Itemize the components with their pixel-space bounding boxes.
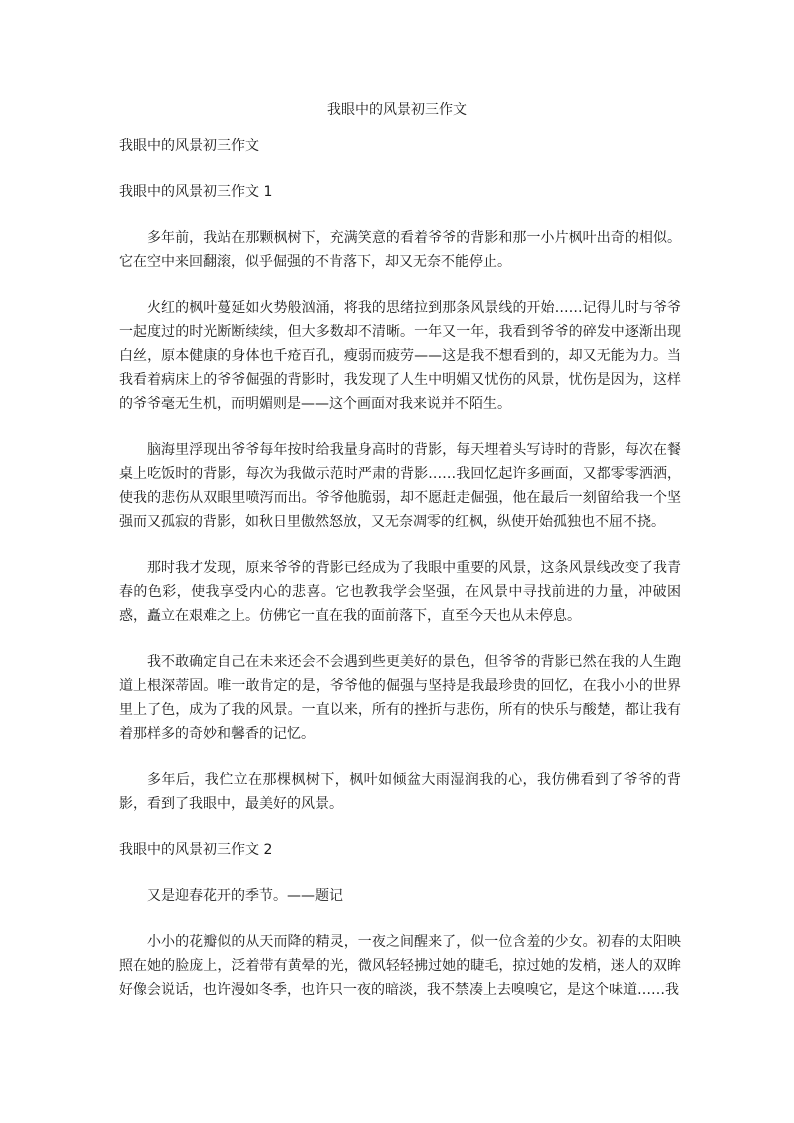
paragraph: 多年后，我伫立在那棵枫树下，枫叶如倾盆大雨湿润我的心，我仿佛看到了爷爷的背影，看到了我眼中，最美好的风景。 [119, 772, 681, 812]
paragraph: 我不敢确定自己在未来还会不会遇到些更美好的景色，但爷爷的背影已然在我的人生跑道上根深蒂固。唯一敢肯定的是，爷爷他的倔强与坚持是我最珍贵的回忆，在我小小的世界里上了色，成为了我的风景。一直以来，所有的挫折与悲伤，所有的快乐与酸楚，都让我有着那样多的奇妙和馨香的记忆。 [119, 654, 681, 742]
section-heading-2: 我眼中的风景初三作文 2 [119, 842, 273, 858]
paragraph: 那时我才发现，原来爷爷的背影已经成为了我眼中重要的风景，这条风景线改变了我青春的色彩，使我享受内心的悲喜。它也教我学会坚强，在风景中寻找前进的力量，冲破困惑，矗立在艰难之上。仿佛它一直在我的面前落下，直至今天也从未停息。 [119, 560, 681, 624]
paragraph: 小小的花瓣似的从天而降的精灵，一夜之间醒来了，似一位含羞的少女。初春的太阳映照在她的脸庞上，泛着带有黄晕的光，微风轻轻拂过她的睫毛，掠过她的发梢，迷人的双眸好像会说话，也许漫如冬季，也许只一夜的暗淡，我不禁凑上去嗅嗅它，是这个味道……我 [119, 934, 681, 998]
section-heading-1: 我眼中的风景初三作文 1 [119, 184, 273, 200]
paragraph: 火红的枫叶蔓延如火势般汹涌，将我的思绪拉到那条风景线的开始……记得儿时与爷爷一起度过的时光断断续续，但大多数却不清晰。一年又一年，我看到爷爷的碎发中逐渐出现白丝，原本健康的身体也千疮百孔，瘦弱而疲劳——这是我不想看到的，却又无能为力。当我看着病床上的爷爷倔强的背影时，我发现了人生中明媚又忧伤的风景，忧伤是因为，这样的爷爷毫无生机，而明媚则是——这个画面对我来说并不陌生。 [119, 300, 681, 412]
document-heading: 我眼中的风景初三作文 [119, 138, 259, 154]
paragraph: 多年前，我站在那颗枫树下，充满笑意的看着爷爷的背影和那一小片枫叶出奇的相似。它在空中来回翻滚，似乎倔强的不肯落下，却又无奈不能停止。 [119, 230, 681, 270]
document-title: 我眼中的风景初三作文 [327, 102, 467, 118]
document-body [119, 134, 681, 1002]
paragraph: 又是迎春花开的季节。——题记 [147, 888, 343, 904]
paragraph: 脑海里浮现出爷爷每年按时给我量身高时的背影，每天埋着头写诗时的背影，每次在餐桌上吃饭时的背影，每次为我做示范时严肃的背影……我回忆起许多画面，又都零零洒洒，使我的悲伤从双眼里喷泻而出。爷爷他脆弱，却不愿赶走倔强，他在最后一刻留给我一个坚强而又孤寂的背影，如秋日里傲然怒放，又无奈凋零的红枫，纵使开始孤独也不屈不挠。 [119, 442, 681, 530]
